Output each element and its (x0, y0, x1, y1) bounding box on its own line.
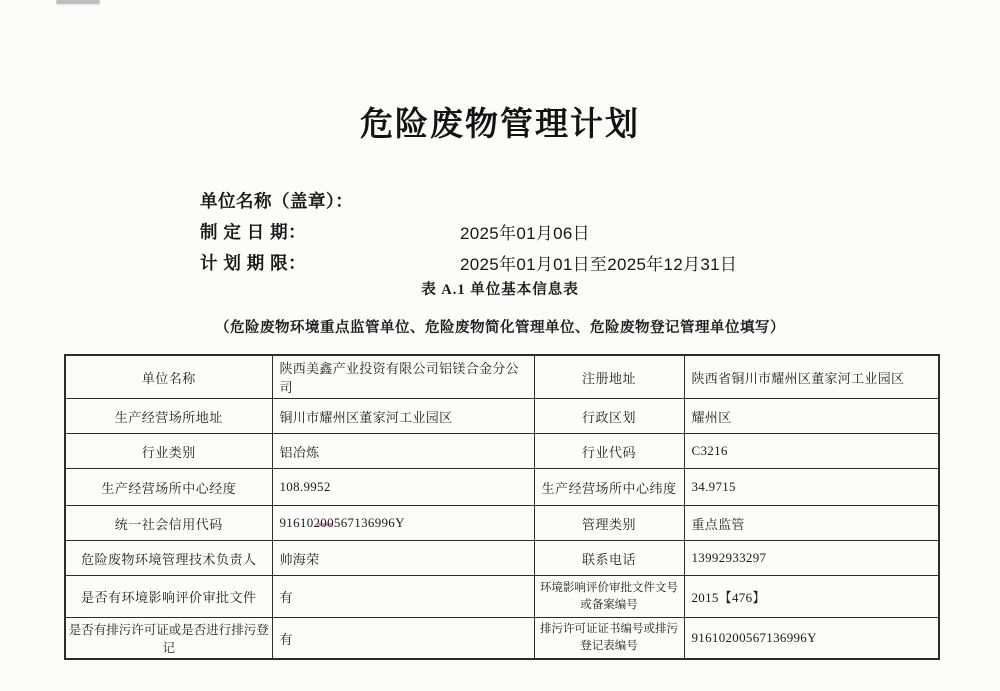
cell-value: C3216 (684, 434, 939, 469)
field-plan-period-value: 2025年01月01日至2025年12月31日 (460, 255, 738, 274)
cell-label: 环境影响评价审批文件文号或备案编号 (534, 576, 684, 618)
cell-value: 陕西省铜川市耀州区董家河工业园区 (684, 355, 939, 399)
table-row (65, 576, 939, 618)
field-plan-date-value: 2025年01月06日 (460, 224, 590, 243)
cell-label: 生产经营场所中心经度 (65, 469, 272, 506)
cell-value: 2015【476】 (684, 576, 939, 618)
cell-value: 重点监管 (684, 506, 939, 541)
cell-value: 有 (272, 576, 534, 618)
cell-label: 是否有排污许可证或是否进行排污登记 (65, 618, 272, 660)
cell-label: 联系电话 (534, 541, 684, 576)
cell-label: 排污许可证证书编号或排污登记表编号 (534, 618, 684, 660)
cell-label: 是否有环境影响评价审批文件 (65, 576, 272, 618)
cell-label: 统一社会信用代码 (65, 506, 272, 541)
cell-value: 帅海荣 (272, 541, 534, 576)
cell-value: 铝冶炼 (272, 434, 534, 469)
cell-label: 单位名称 (65, 355, 272, 399)
table-row (65, 618, 939, 660)
table-caption: 表 A.1 单位基本信息表 (421, 282, 579, 298)
field-plan-date (200, 216, 820, 247)
header-fields (200, 185, 820, 278)
cell-label: 行业类别 (65, 434, 272, 469)
cell-label: 注册地址 (534, 355, 684, 399)
page-title: 危险废物管理计划 (360, 105, 640, 142)
cell-value: 铜川市耀州区董家河工业园区 (272, 399, 534, 434)
field-plan-date-label: 制 定 日 期： (200, 222, 307, 242)
table-row (65, 399, 939, 434)
table-note: （危险废物环境重点监管单位、危险废物简化管理单位、危险废物登记管理单位填写） (215, 320, 785, 336)
scan-artifact-smudge (56, 0, 100, 4)
table-row (65, 541, 939, 576)
cell-value: 91610200567136996Y (684, 618, 939, 660)
cell-value: 108.9952 (272, 469, 534, 506)
cell-label: 行政区划 (534, 399, 684, 434)
cell-label: 行业代码 (534, 434, 684, 469)
cell-value: 91610200567136996Y (272, 506, 534, 541)
field-plan-period (200, 247, 820, 278)
cell-label: 危险废物环境管理技术负责人 (65, 541, 272, 576)
field-unit-name (200, 185, 820, 216)
unit-basic-info-table (64, 354, 940, 660)
table-row (65, 434, 939, 469)
cell-value: 有 (272, 618, 534, 660)
cell-value: 陕西美鑫产业投资有限公司铝镁合金分公司 (272, 355, 534, 399)
cell-label: 生产经营场所地址 (65, 399, 272, 434)
cell-value: 13992933297 (684, 541, 939, 576)
table-row (65, 506, 939, 541)
table-row (65, 469, 939, 506)
cell-label: 管理类别 (534, 506, 684, 541)
field-plan-period-label: 计 划 期 限： (200, 253, 307, 273)
cell-label: 生产经营场所中心纬度 (534, 469, 684, 506)
table-row (65, 355, 939, 399)
cell-value: 耀州区 (684, 399, 939, 434)
cell-value: 34.9715 (684, 469, 939, 506)
field-unit-name-label: 单位名称（盖章）： (200, 191, 354, 211)
